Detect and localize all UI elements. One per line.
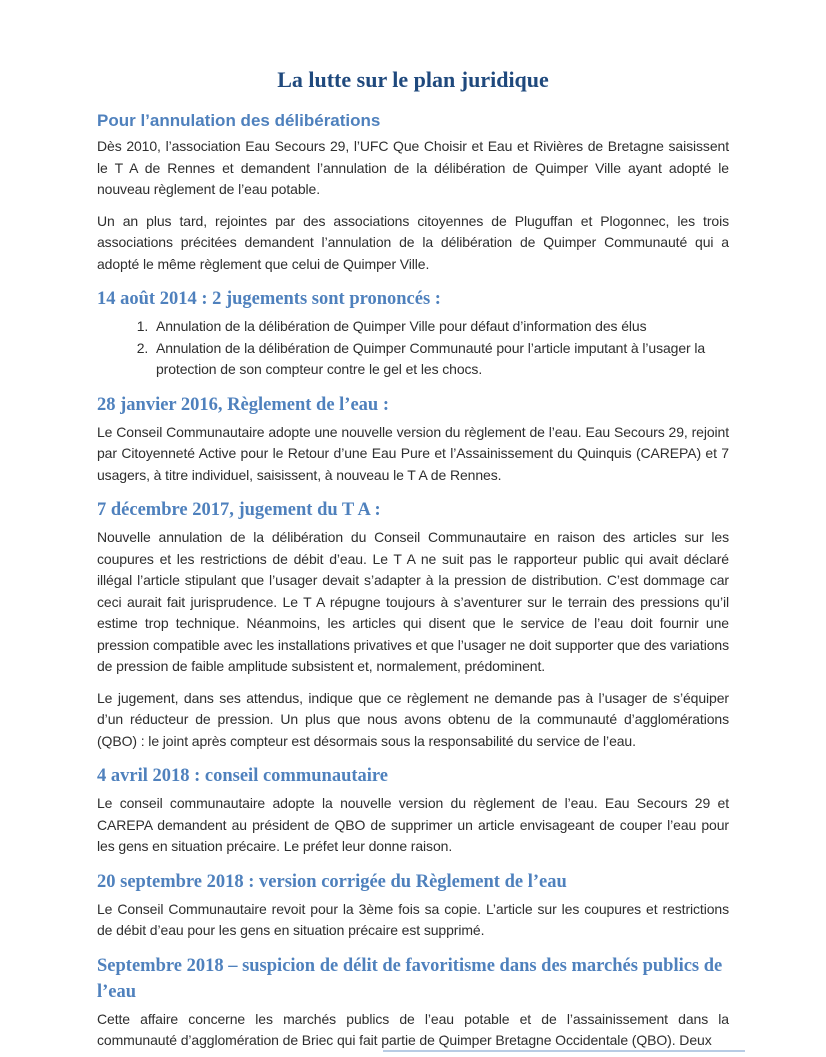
section-heading-septembre-2018-favoritisme: Septembre 2018 – suspicion de délit de favoritisme dans des marchés publics de l’eau <box>97 955 723 1002</box>
list-item: 1. Annulation de la délibération de Quimper Ville pour défaut d’information des élus <box>152 316 729 338</box>
section-heading-annulation-deliberations: Pour l’annulation des délibérations <box>97 111 381 130</box>
body-paragraph: Le jugement, dans ses attendus, indique que ce règlement ne demande pas à l’usager de s’équiper d’un réducteur de pression. Un plus que nous avons obtenu de la communauté d’agglomérations (QBO) : le joint après compteur est désormais sous la responsabilité du service de l’eau. <box>97 689 729 749</box>
body-paragraph: Cette affaire concerne les marchés publics de l’eau potable et de l’assainissement dans la communauté d’agglomération de Briec qui fait partie de Quimper Bretagne Occidentale (QBO). Deux <box>97 1010 729 1048</box>
section-heading-7-decembre-2017: 7 décembre 2017, jugement du T A : <box>97 500 381 520</box>
section-heading-20-septembre-2018: 20 septembre 2018 : version corrigée du Règlement de l’eau <box>97 871 567 892</box>
body-paragraph: Le conseil communautaire adopte la nouvelle version du règlement de l’eau. Eau Secours 29 et CAREPA demandent au président de QBO de supprimer un article envisageant de couper l’eau pour les gens en situation précaire. Le préfet leur donne raison. <box>97 795 729 854</box>
body-paragraph: Le Conseil Communautaire revoit pour la 3ème fois sa copie. L’article sur les coupures et restrictions de débit d’eau pour les gens en situation précaire est supprimé. <box>97 900 729 938</box>
body-paragraph: Un an plus tard, rejointes par des associations citoyennes de Pluguffan et Plogonnec, les trois associations précitées demandent l’annulation de la délibération de Quimper Communauté qui a adopté le même règlement que celui de Quimper Ville. <box>97 212 729 272</box>
body-paragraph: Nouvelle annulation de la délibération du Conseil Communautaire en raison des articles sur les coupures et les restrictions de débit d’eau. Le T A ne suit pas le rapporteur public qui avait déclaré illégal l’article stipulant que l’usager devait s’adapter à la pression de distribution. C’est dommage car ceci aurait fait jurisprudence. Le T A répugne toujours à s’aventurer sur le terrain des pressions qu’il estime trop technique. Néanmoins, les articles qui disent que le service de l’eau doit fournir une pression compatible avec les installations privatives et que l’usager ne doit supporter que des variations de pression de faible amplitude subsistent et, normalement, prédominent. <box>97 529 729 674</box>
partial-rule <box>383 1050 745 1052</box>
judgments-list <box>97 316 729 381</box>
section-heading-4-avril-2018: 4 avril 2018 : conseil communautaire <box>97 766 389 786</box>
list-item: 2. Annulation de la délibération de Quimper Communauté pour l’article imputant à l’usager la protection de son compteur contre le gel et les chocs. <box>152 338 729 381</box>
section-heading-28-janvier-2016: 28 janvier 2016, Règlement de l’eau : <box>97 394 390 415</box>
body-paragraph: Le Conseil Communautaire adopte une nouvelle version du règlement de l’eau. Eau Secours 29, rejoint par Citoyenneté Active pour le Retour d’une Eau Pure et l’Assainissement du Quinquis (CAREPA) et 7 usagers, à titre individuel, saisissent, à nouveau le T A de Rennes. <box>97 423 729 483</box>
body-paragraph: Dès 2010, l’association Eau Secours 29, l’UFC Que Choisir et Eau et Rivières de Bretagne saisissent le T A de Rennes et demandent l’annulation de la délibération de Quimper Ville ayant adopté le nouveau règlement de l’eau potable. <box>97 138 729 197</box>
document-title: La lutte sur le plan juridique <box>277 67 549 92</box>
section-heading-14-aout-2014: 14 août 2014 : 2 jugements sont prononcés : <box>97 289 441 309</box>
